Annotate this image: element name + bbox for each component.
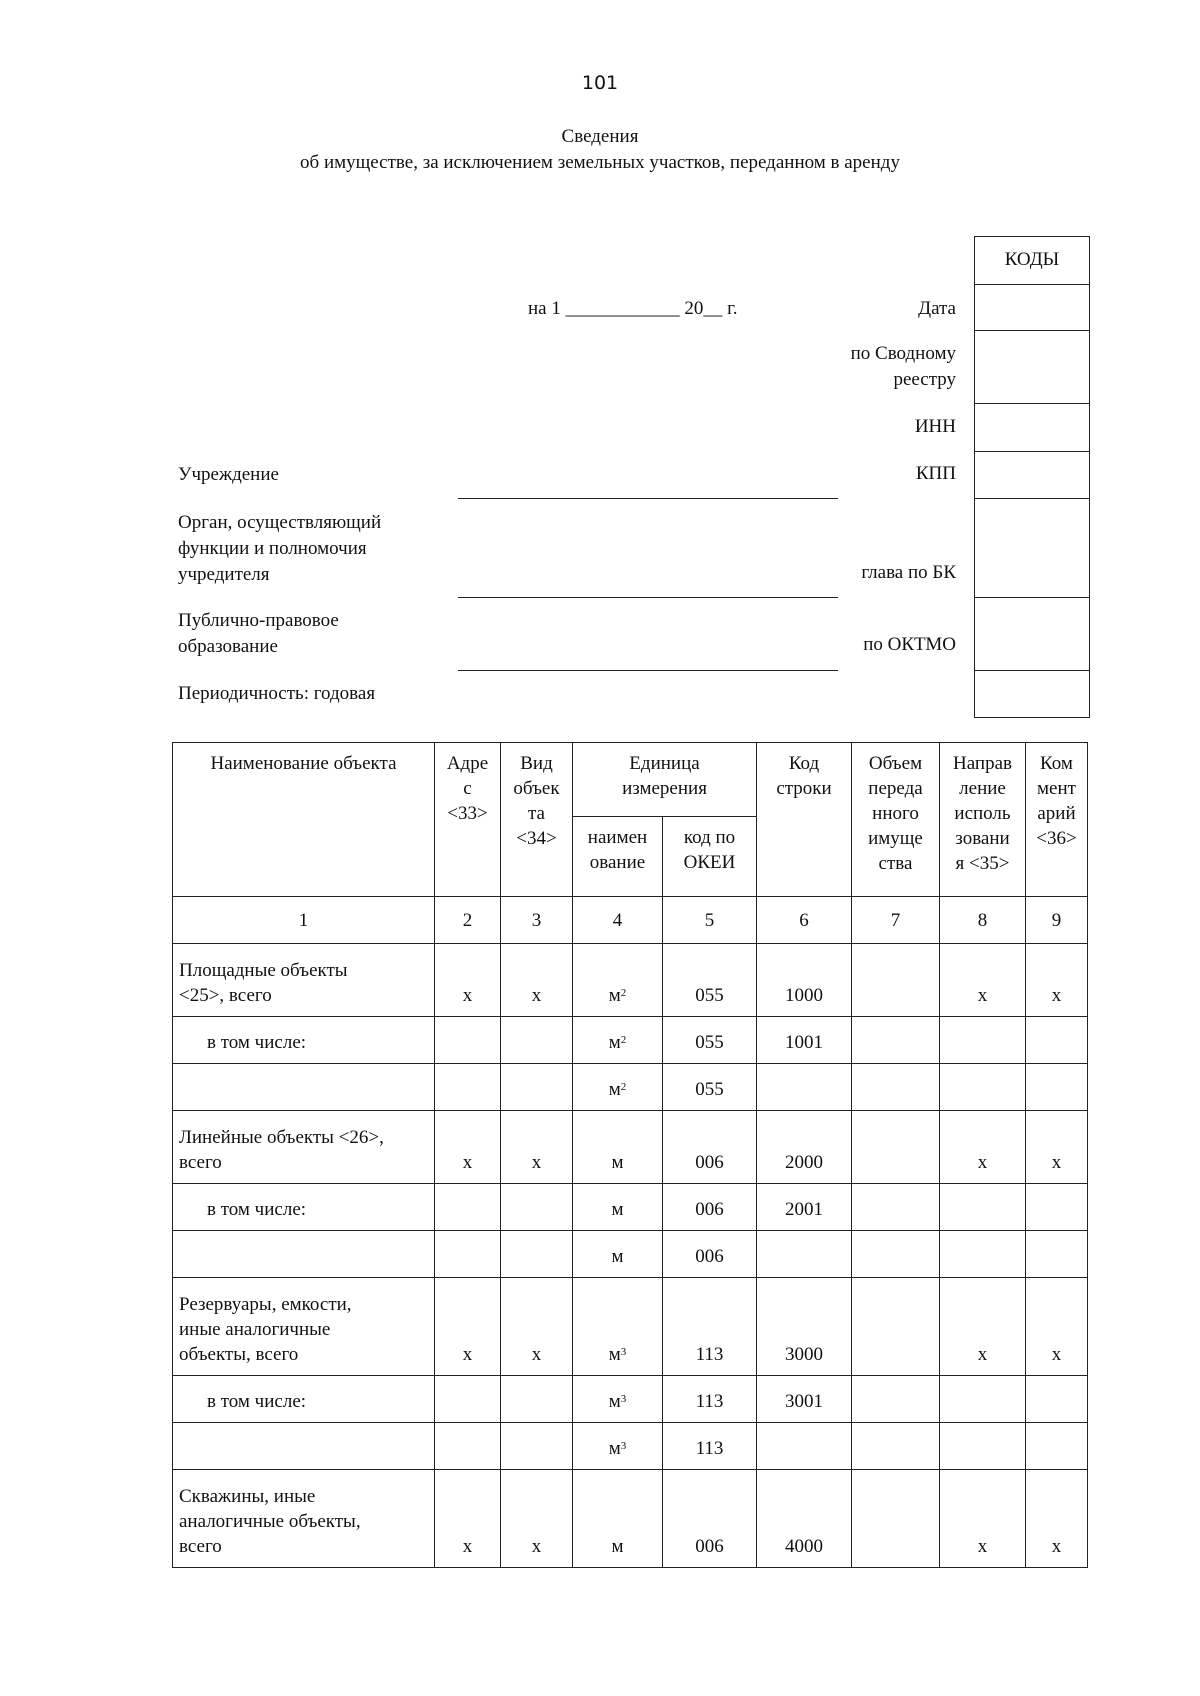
col-number: 1 xyxy=(173,897,435,944)
label-organ-3: учредителя xyxy=(178,564,270,585)
header-row-code: Код строки xyxy=(757,743,852,897)
unit-superscript: 2 xyxy=(620,1081,627,1093)
cell-okei-code: 113 xyxy=(663,1423,757,1470)
row-subname xyxy=(173,1423,435,1470)
row-subname: в том числе: xyxy=(173,1017,435,1064)
cell-unit-name: $м^2$ xyxy=(573,944,663,1017)
header-name: Наименование объекта xyxy=(173,743,435,897)
cell-unit-name: $м^3$ xyxy=(573,1278,663,1376)
cell-object-type[interactable] xyxy=(501,1017,573,1064)
form-subtitle: об имуществе, за исключением земельных участков, переданном в аренду xyxy=(300,152,900,173)
cell-unit-name: м xyxy=(573,1231,663,1278)
codes-header: КОДЫ xyxy=(975,237,1089,285)
cell-direction[interactable]: x xyxy=(940,944,1026,1017)
cell-comment[interactable]: x xyxy=(1026,1278,1088,1376)
cell-direction[interactable]: x xyxy=(940,1111,1026,1184)
cell-unit-name: м xyxy=(573,1111,663,1184)
label-organ-1: Орган, осуществляющий xyxy=(178,512,382,533)
table-row xyxy=(173,1184,1088,1231)
cell-unit-name: $м^2$ xyxy=(573,1017,663,1064)
row-name: Линейные объекты <26>, всего xyxy=(173,1111,435,1184)
row-subname xyxy=(173,1231,435,1278)
cell-direction[interactable] xyxy=(940,1376,1026,1423)
code-cell-registry[interactable] xyxy=(975,331,1089,404)
cell-address[interactable] xyxy=(435,1184,501,1231)
cell-direction[interactable] xyxy=(940,1064,1026,1111)
cell-direction[interactable]: x xyxy=(940,1470,1026,1568)
cell-row-code xyxy=(757,1423,852,1470)
row-name: Скважины, иные аналогичные объекты, всего xyxy=(173,1470,435,1568)
cell-comment[interactable] xyxy=(1026,1376,1088,1423)
cell-comment[interactable] xyxy=(1026,1017,1088,1064)
row-name: Площадные объекты <25>, всего xyxy=(173,944,435,1017)
cell-okei-code: 113 xyxy=(663,1376,757,1423)
cell-volume[interactable] xyxy=(852,1423,940,1470)
cell-row-code: 2001 xyxy=(757,1184,852,1231)
cell-direction[interactable] xyxy=(940,1423,1026,1470)
label-public-2: образование xyxy=(178,636,278,657)
property-table xyxy=(172,742,1088,1568)
cell-comment[interactable]: x xyxy=(1026,944,1088,1017)
table-row xyxy=(173,1017,1088,1064)
codes-box xyxy=(974,236,1090,718)
cell-row-code: 4000 xyxy=(757,1470,852,1568)
row-subname xyxy=(173,1064,435,1111)
code-cell-inn[interactable] xyxy=(975,404,1089,452)
cell-volume[interactable] xyxy=(852,1376,940,1423)
cell-unit-name: $м^2$ xyxy=(573,1064,663,1111)
label-institution: Учреждение xyxy=(178,464,279,485)
cell-row-code: 1001 xyxy=(757,1017,852,1064)
cell-address[interactable] xyxy=(435,1231,501,1278)
header-comment: Ком мент арий <36> xyxy=(1026,743,1088,897)
cell-volume[interactable] xyxy=(852,944,940,1017)
cell-direction[interactable] xyxy=(940,1231,1026,1278)
table-row xyxy=(173,1111,1088,1184)
label-organ-2: функции и полномочия xyxy=(178,538,367,559)
cell-okei-code: 113 xyxy=(663,1278,757,1376)
cell-okei-code: 006 xyxy=(663,1231,757,1278)
unit-superscript: 3 xyxy=(620,1440,627,1452)
cell-volume[interactable] xyxy=(852,1278,940,1376)
header-unit-name: наимен ование xyxy=(573,817,663,897)
label-registry-2: реестру xyxy=(893,369,956,390)
cell-unit-name: $м^3$ xyxy=(573,1423,663,1470)
cell-address[interactable] xyxy=(435,1017,501,1064)
cell-volume[interactable] xyxy=(852,1231,940,1278)
label-kpp: КПП xyxy=(915,463,956,484)
cell-row-code: 3001 xyxy=(757,1376,852,1423)
code-cell-periodicity[interactable] xyxy=(975,671,1089,718)
table-row xyxy=(173,1470,1088,1568)
label-registry-1: по Сводному xyxy=(850,343,956,364)
cell-volume[interactable] xyxy=(852,1064,940,1111)
cell-address[interactable] xyxy=(435,1064,501,1111)
table-row xyxy=(173,1231,1088,1278)
code-cell-date[interactable] xyxy=(975,285,1089,331)
cell-unit-name: м xyxy=(573,1184,663,1231)
cell-address[interactable] xyxy=(435,1376,501,1423)
label-date: Дата xyxy=(918,298,956,319)
organ-field-line[interactable] xyxy=(458,597,838,598)
cell-object-type[interactable] xyxy=(501,1064,573,1111)
cell-object-type[interactable]: x xyxy=(501,944,573,1017)
unit-superscript: 3 xyxy=(620,1346,627,1358)
page-number: 101 xyxy=(581,72,619,94)
cell-address[interactable]: x xyxy=(435,1470,501,1568)
table-row xyxy=(173,1278,1088,1376)
cell-volume[interactable] xyxy=(852,1470,940,1568)
table-row xyxy=(173,1423,1088,1470)
cell-object-type[interactable]: x xyxy=(501,1111,573,1184)
unit-superscript: 2 xyxy=(620,987,627,999)
header-unit: Единица измерения xyxy=(573,743,757,817)
cell-row-code: 2000 xyxy=(757,1111,852,1184)
cell-okei-code: 055 xyxy=(663,1064,757,1111)
cell-comment[interactable] xyxy=(1026,1423,1088,1470)
table-row xyxy=(173,1376,1088,1423)
cell-okei-code: 055 xyxy=(663,1017,757,1064)
cell-direction[interactable] xyxy=(940,1017,1026,1064)
cell-unit-name: $м^3$ xyxy=(573,1376,663,1423)
label-inn: ИНН xyxy=(914,416,956,437)
label-oktmo: по ОКТМО xyxy=(863,634,956,655)
column-numbers-row xyxy=(173,897,1088,944)
unit-superscript: 2 xyxy=(620,1034,627,1046)
cell-comment[interactable]: x xyxy=(1026,1111,1088,1184)
col-number: 5 xyxy=(663,897,757,944)
header-address: Адре с <33> xyxy=(435,743,501,897)
cell-volume[interactable] xyxy=(852,1017,940,1064)
label-periodicity: Периодичность: годовая xyxy=(178,683,376,704)
col-number: 7 xyxy=(852,897,940,944)
table-row xyxy=(173,944,1088,1017)
label-public-1: Публично-правовое xyxy=(178,610,339,631)
cell-comment[interactable] xyxy=(1026,1231,1088,1278)
cell-object-type[interactable] xyxy=(501,1231,573,1278)
col-number: 8 xyxy=(940,897,1026,944)
col-number: 3 xyxy=(501,897,573,944)
cell-object-type[interactable] xyxy=(501,1184,573,1231)
cell-row-code xyxy=(757,1064,852,1111)
header-direction: Направ ление исполь зовани я <35> xyxy=(940,743,1026,897)
cell-object-type[interactable]: x xyxy=(501,1470,573,1568)
cell-object-type[interactable] xyxy=(501,1376,573,1423)
unit-superscript: 3 xyxy=(620,1393,627,1405)
cell-row-code: 3000 xyxy=(757,1278,852,1376)
header-object-type: Вид объек та <34> xyxy=(501,743,573,897)
cell-comment[interactable] xyxy=(1026,1184,1088,1231)
header-unit-code: код по ОКЕИ xyxy=(663,817,757,897)
code-cell-bk[interactable] xyxy=(975,499,1089,598)
row-subname: в том числе: xyxy=(173,1184,435,1231)
report-date-line[interactable]: на 1 ____________ 20__ г. xyxy=(528,298,738,319)
cell-comment[interactable]: x xyxy=(1026,1470,1088,1568)
institution-field-line[interactable] xyxy=(458,498,838,499)
cell-okei-code: 006 xyxy=(663,1111,757,1184)
cell-address[interactable]: x xyxy=(435,944,501,1017)
cell-unit-name: м xyxy=(573,1470,663,1568)
col-number: 9 xyxy=(1026,897,1088,944)
cell-object-type[interactable] xyxy=(501,1423,573,1470)
col-number: 6 xyxy=(757,897,852,944)
cell-comment[interactable] xyxy=(1026,1064,1088,1111)
code-cell-kpp[interactable] xyxy=(975,452,1089,499)
code-cell-oktmo[interactable] xyxy=(975,598,1089,671)
cell-okei-code: 006 xyxy=(663,1184,757,1231)
label-bk: глава по БК xyxy=(861,562,956,583)
cell-volume[interactable] xyxy=(852,1184,940,1231)
cell-row-code xyxy=(757,1231,852,1278)
cell-volume[interactable] xyxy=(852,1111,940,1184)
cell-direction[interactable]: x xyxy=(940,1278,1026,1376)
row-name: Резервуары, емкости, иные аналогичные объекты, всего xyxy=(173,1278,435,1376)
public-field-line[interactable] xyxy=(458,670,838,671)
cell-okei-code: 006 xyxy=(663,1470,757,1568)
table-row xyxy=(173,1064,1088,1111)
cell-address[interactable]: x xyxy=(435,1278,501,1376)
cell-row-code: 1000 xyxy=(757,944,852,1017)
header-volume: Объем переда нного имуще ства xyxy=(852,743,940,897)
col-number: 2 xyxy=(435,897,501,944)
cell-address[interactable]: x xyxy=(435,1111,501,1184)
cell-direction[interactable] xyxy=(940,1184,1026,1231)
form-title: Сведения xyxy=(561,126,639,147)
col-number: 4 xyxy=(573,897,663,944)
cell-address[interactable] xyxy=(435,1423,501,1470)
row-subname: в том числе: xyxy=(173,1376,435,1423)
cell-object-type[interactable]: x xyxy=(501,1278,573,1376)
cell-okei-code: 055 xyxy=(663,944,757,1017)
